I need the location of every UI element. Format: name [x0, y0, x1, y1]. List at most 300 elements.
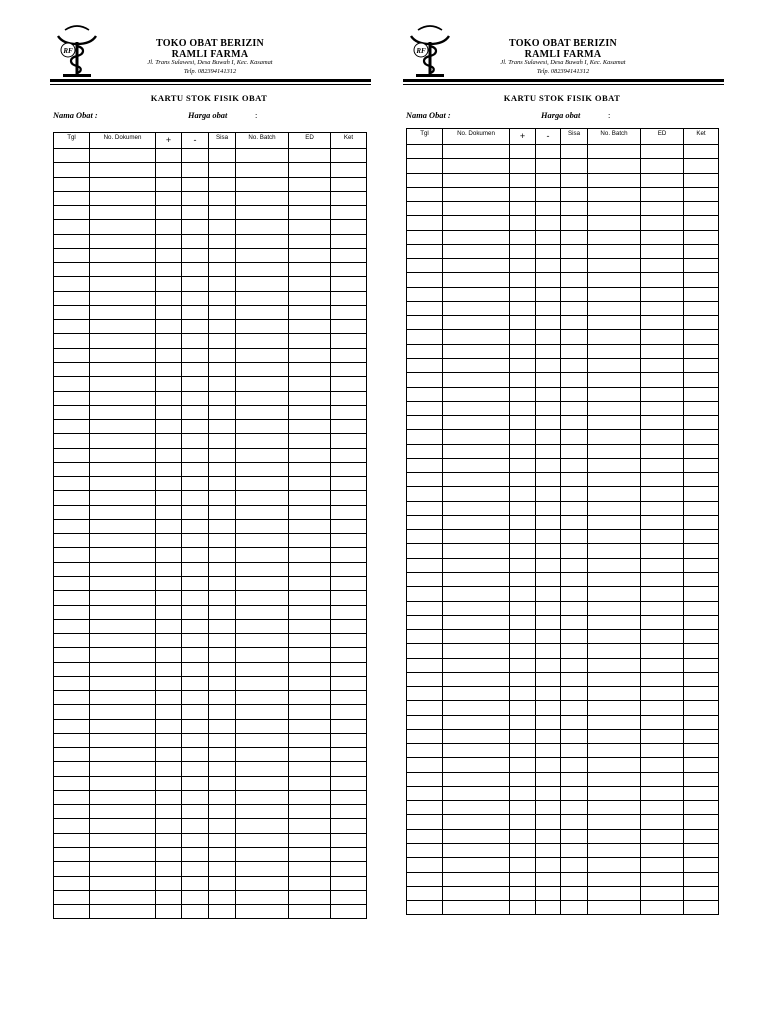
table-cell[interactable] [209, 819, 236, 833]
table-cell[interactable] [684, 772, 719, 786]
table-cell[interactable] [236, 291, 289, 305]
table-cell[interactable] [684, 358, 719, 372]
table-cell[interactable] [407, 187, 443, 201]
table-cell[interactable] [536, 601, 561, 615]
table-cell[interactable] [209, 733, 236, 747]
table-cell[interactable] [289, 177, 331, 191]
table-cell[interactable] [90, 648, 156, 662]
table-cell[interactable] [90, 191, 156, 205]
table-cell[interactable] [588, 159, 641, 173]
table-cell[interactable] [641, 687, 684, 701]
table-cell[interactable] [561, 601, 588, 615]
table-cell[interactable] [561, 829, 588, 843]
table-cell[interactable] [536, 558, 561, 572]
table-cell[interactable] [182, 890, 209, 904]
table-cell[interactable] [588, 430, 641, 444]
table-cell[interactable] [54, 691, 90, 705]
table-cell[interactable] [236, 648, 289, 662]
table-cell[interactable] [510, 145, 536, 159]
table-cell[interactable] [407, 259, 443, 273]
table-cell[interactable] [54, 348, 90, 362]
table-cell[interactable] [536, 829, 561, 843]
table-cell[interactable] [407, 301, 443, 315]
table-cell[interactable] [156, 534, 182, 548]
table-cell[interactable] [443, 801, 510, 815]
table-cell[interactable] [289, 833, 331, 847]
table-cell[interactable] [510, 159, 536, 173]
table-cell[interactable] [90, 491, 156, 505]
table-cell[interactable] [536, 244, 561, 258]
table-cell[interactable] [156, 191, 182, 205]
table-cell[interactable] [54, 562, 90, 576]
table-cell[interactable] [54, 177, 90, 191]
table-cell[interactable] [588, 287, 641, 301]
table-cell[interactable] [90, 691, 156, 705]
table-cell[interactable] [209, 477, 236, 491]
table-cell[interactable] [289, 905, 331, 919]
table-cell[interactable] [588, 886, 641, 900]
table-cell[interactable] [331, 762, 367, 776]
table-cell[interactable] [536, 301, 561, 315]
table-cell[interactable] [182, 705, 209, 719]
table-cell[interactable] [510, 630, 536, 644]
table-cell[interactable] [443, 601, 510, 615]
table-cell[interactable] [443, 572, 510, 586]
table-cell[interactable] [236, 149, 289, 163]
table-cell[interactable] [588, 901, 641, 915]
table-cell[interactable] [209, 905, 236, 919]
table-cell[interactable] [684, 858, 719, 872]
table-cell[interactable] [588, 344, 641, 358]
table-cell[interactable] [236, 491, 289, 505]
table-cell[interactable] [443, 530, 510, 544]
table-cell[interactable] [236, 519, 289, 533]
table-cell[interactable] [561, 901, 588, 915]
table-cell[interactable] [156, 248, 182, 262]
table-cell[interactable] [156, 405, 182, 419]
table-cell[interactable] [443, 630, 510, 644]
table-cell[interactable] [536, 259, 561, 273]
table-cell[interactable] [209, 405, 236, 419]
table-cell[interactable] [407, 886, 443, 900]
table-cell[interactable] [236, 905, 289, 919]
table-cell[interactable] [236, 805, 289, 819]
table-cell[interactable] [331, 605, 367, 619]
table-cell[interactable] [331, 206, 367, 220]
table-cell[interactable] [407, 772, 443, 786]
table-cell[interactable] [510, 373, 536, 387]
table-cell[interactable] [209, 848, 236, 862]
table-cell[interactable] [536, 801, 561, 815]
table-cell[interactable] [54, 833, 90, 847]
table-cell[interactable] [684, 202, 719, 216]
table-cell[interactable] [236, 177, 289, 191]
table-cell[interactable] [510, 401, 536, 415]
table-cell[interactable] [236, 234, 289, 248]
table-cell[interactable] [182, 448, 209, 462]
table-cell[interactable] [536, 758, 561, 772]
table-cell[interactable] [209, 676, 236, 690]
table-cell[interactable] [182, 519, 209, 533]
table-cell[interactable] [561, 858, 588, 872]
table-cell[interactable] [588, 801, 641, 815]
table-cell[interactable] [236, 248, 289, 262]
table-cell[interactable] [156, 334, 182, 348]
table-cell[interactable] [641, 344, 684, 358]
table-cell[interactable] [641, 587, 684, 601]
table-cell[interactable] [641, 701, 684, 715]
table-cell[interactable] [684, 501, 719, 515]
table-cell[interactable] [684, 601, 719, 615]
table-cell[interactable] [443, 715, 510, 729]
table-cell[interactable] [182, 177, 209, 191]
table-cell[interactable] [561, 230, 588, 244]
table-cell[interactable] [90, 405, 156, 419]
table-cell[interactable] [588, 772, 641, 786]
table-cell[interactable] [684, 287, 719, 301]
table-cell[interactable] [510, 416, 536, 430]
table-cell[interactable] [289, 890, 331, 904]
table-cell[interactable] [641, 515, 684, 529]
table-cell[interactable] [588, 858, 641, 872]
table-cell[interactable] [289, 591, 331, 605]
table-cell[interactable] [289, 434, 331, 448]
table-cell[interactable] [443, 145, 510, 159]
table-cell[interactable] [289, 776, 331, 790]
table-cell[interactable] [561, 644, 588, 658]
table-cell[interactable] [588, 515, 641, 529]
table-cell[interactable] [331, 234, 367, 248]
table-cell[interactable] [684, 630, 719, 644]
table-cell[interactable] [331, 890, 367, 904]
table-cell[interactable] [536, 587, 561, 601]
table-cell[interactable] [236, 434, 289, 448]
table-cell[interactable] [536, 387, 561, 401]
table-cell[interactable] [209, 691, 236, 705]
table-cell[interactable] [443, 301, 510, 315]
table-cell[interactable] [331, 348, 367, 362]
table-cell[interactable] [209, 548, 236, 562]
table-cell[interactable] [510, 558, 536, 572]
table-cell[interactable] [289, 719, 331, 733]
table-cell[interactable] [236, 762, 289, 776]
table-cell[interactable] [90, 833, 156, 847]
table-cell[interactable] [588, 145, 641, 159]
table-cell[interactable] [641, 544, 684, 558]
table-cell[interactable] [289, 648, 331, 662]
table-cell[interactable] [54, 576, 90, 590]
table-cell[interactable] [561, 801, 588, 815]
table-cell[interactable] [588, 844, 641, 858]
table-cell[interactable] [641, 330, 684, 344]
table-cell[interactable] [588, 530, 641, 544]
table-cell[interactable] [54, 405, 90, 419]
table-cell[interactable] [209, 462, 236, 476]
table-cell[interactable] [156, 833, 182, 847]
table-cell[interactable] [407, 658, 443, 672]
table-cell[interactable] [289, 762, 331, 776]
table-cell[interactable] [54, 605, 90, 619]
table-cell[interactable] [641, 786, 684, 800]
table-cell[interactable] [182, 591, 209, 605]
table-cell[interactable] [209, 591, 236, 605]
table-cell[interactable] [182, 291, 209, 305]
table-cell[interactable] [407, 801, 443, 815]
table-cell[interactable] [684, 259, 719, 273]
table-cell[interactable] [443, 387, 510, 401]
table-cell[interactable] [684, 729, 719, 743]
table-cell[interactable] [588, 316, 641, 330]
table-cell[interactable] [536, 544, 561, 558]
table-cell[interactable] [90, 862, 156, 876]
table-cell[interactable] [588, 572, 641, 586]
table-cell[interactable] [641, 387, 684, 401]
table-cell[interactable] [536, 772, 561, 786]
table-cell[interactable] [684, 387, 719, 401]
table-cell[interactable] [331, 320, 367, 334]
table-cell[interactable] [289, 377, 331, 391]
table-cell[interactable] [331, 420, 367, 434]
table-cell[interactable] [536, 786, 561, 800]
table-cell[interactable] [54, 391, 90, 405]
table-cell[interactable] [588, 630, 641, 644]
table-cell[interactable] [407, 287, 443, 301]
table-cell[interactable] [209, 648, 236, 662]
table-cell[interactable] [561, 416, 588, 430]
table-cell[interactable] [289, 662, 331, 676]
table-cell[interactable] [331, 391, 367, 405]
table-cell[interactable] [641, 430, 684, 444]
table-cell[interactable] [182, 648, 209, 662]
table-cell[interactable] [443, 672, 510, 686]
table-cell[interactable] [54, 619, 90, 633]
table-cell[interactable] [182, 605, 209, 619]
table-cell[interactable] [54, 890, 90, 904]
table-cell[interactable] [561, 301, 588, 315]
table-cell[interactable] [331, 862, 367, 876]
table-cell[interactable] [236, 263, 289, 277]
table-cell[interactable] [156, 648, 182, 662]
table-cell[interactable] [536, 530, 561, 544]
table-cell[interactable] [182, 776, 209, 790]
table-cell[interactable] [54, 805, 90, 819]
table-cell[interactable] [641, 202, 684, 216]
table-cell[interactable] [90, 462, 156, 476]
table-cell[interactable] [54, 149, 90, 163]
table-cell[interactable] [588, 187, 641, 201]
table-cell[interactable] [182, 733, 209, 747]
table-cell[interactable] [561, 430, 588, 444]
table-cell[interactable] [588, 202, 641, 216]
table-cell[interactable] [407, 844, 443, 858]
table-cell[interactable] [510, 344, 536, 358]
table-cell[interactable] [684, 572, 719, 586]
table-cell[interactable] [407, 630, 443, 644]
table-cell[interactable] [561, 786, 588, 800]
table-cell[interactable] [54, 634, 90, 648]
table-cell[interactable] [182, 234, 209, 248]
table-cell[interactable] [289, 348, 331, 362]
table-cell[interactable] [156, 619, 182, 633]
table-cell[interactable] [236, 819, 289, 833]
table-cell[interactable] [561, 330, 588, 344]
table-cell[interactable] [156, 548, 182, 562]
table-cell[interactable] [443, 501, 510, 515]
table-cell[interactable] [156, 562, 182, 576]
table-cell[interactable] [684, 444, 719, 458]
table-cell[interactable] [54, 790, 90, 804]
table-cell[interactable] [588, 715, 641, 729]
table-cell[interactable] [407, 387, 443, 401]
table-cell[interactable] [510, 572, 536, 586]
table-cell[interactable] [510, 829, 536, 843]
table-cell[interactable] [536, 316, 561, 330]
table-cell[interactable] [236, 405, 289, 419]
table-cell[interactable] [510, 701, 536, 715]
table-cell[interactable] [331, 819, 367, 833]
table-cell[interactable] [510, 330, 536, 344]
table-cell[interactable] [90, 534, 156, 548]
table-cell[interactable] [331, 905, 367, 919]
table-cell[interactable] [289, 805, 331, 819]
table-cell[interactable] [684, 872, 719, 886]
table-cell[interactable] [407, 173, 443, 187]
table-cell[interactable] [156, 605, 182, 619]
table-cell[interactable] [289, 462, 331, 476]
table-cell[interactable] [443, 244, 510, 258]
table-cell[interactable] [684, 786, 719, 800]
table-cell[interactable] [182, 619, 209, 633]
table-cell[interactable] [331, 334, 367, 348]
table-cell[interactable] [331, 776, 367, 790]
table-cell[interactable] [331, 848, 367, 862]
table-cell[interactable] [443, 687, 510, 701]
table-cell[interactable] [331, 505, 367, 519]
table-cell[interactable] [289, 220, 331, 234]
table-cell[interactable] [236, 719, 289, 733]
table-cell[interactable] [182, 719, 209, 733]
table-cell[interactable] [209, 862, 236, 876]
table-cell[interactable] [289, 149, 331, 163]
table-cell[interactable] [90, 619, 156, 633]
table-cell[interactable] [209, 277, 236, 291]
table-cell[interactable] [510, 615, 536, 629]
table-cell[interactable] [510, 473, 536, 487]
table-cell[interactable] [236, 377, 289, 391]
table-cell[interactable] [536, 330, 561, 344]
table-cell[interactable] [209, 790, 236, 804]
table-cell[interactable] [407, 786, 443, 800]
table-cell[interactable] [156, 676, 182, 690]
table-cell[interactable] [561, 273, 588, 287]
table-cell[interactable] [236, 705, 289, 719]
table-cell[interactable] [510, 729, 536, 743]
table-cell[interactable] [182, 362, 209, 376]
table-cell[interactable] [684, 145, 719, 159]
table-cell[interactable] [407, 330, 443, 344]
table-cell[interactable] [536, 173, 561, 187]
table-cell[interactable] [684, 216, 719, 230]
table-cell[interactable] [407, 829, 443, 843]
table-cell[interactable] [156, 305, 182, 319]
table-cell[interactable] [407, 715, 443, 729]
table-cell[interactable] [536, 644, 561, 658]
table-cell[interactable] [90, 890, 156, 904]
table-cell[interactable] [407, 344, 443, 358]
table-cell[interactable] [331, 591, 367, 605]
table-cell[interactable] [236, 619, 289, 633]
table-cell[interactable] [54, 591, 90, 605]
table-cell[interactable] [641, 772, 684, 786]
table-cell[interactable] [54, 448, 90, 462]
table-cell[interactable] [289, 263, 331, 277]
table-cell[interactable] [561, 758, 588, 772]
table-cell[interactable] [684, 829, 719, 843]
table-cell[interactable] [90, 163, 156, 177]
table-cell[interactable] [236, 477, 289, 491]
table-cell[interactable] [156, 348, 182, 362]
table-cell[interactable] [561, 615, 588, 629]
table-cell[interactable] [684, 487, 719, 501]
table-cell[interactable] [54, 220, 90, 234]
table-cell[interactable] [209, 576, 236, 590]
table-cell[interactable] [289, 534, 331, 548]
table-cell[interactable] [331, 462, 367, 476]
table-cell[interactable] [684, 173, 719, 187]
table-cell[interactable] [331, 163, 367, 177]
table-cell[interactable] [182, 334, 209, 348]
table-cell[interactable] [407, 444, 443, 458]
table-cell[interactable] [561, 145, 588, 159]
table-cell[interactable] [156, 705, 182, 719]
table-cell[interactable] [561, 487, 588, 501]
table-cell[interactable] [684, 701, 719, 715]
table-cell[interactable] [90, 605, 156, 619]
table-cell[interactable] [641, 244, 684, 258]
table-cell[interactable] [561, 316, 588, 330]
table-cell[interactable] [561, 202, 588, 216]
table-cell[interactable] [443, 886, 510, 900]
table-cell[interactable] [54, 362, 90, 376]
table-cell[interactable] [54, 191, 90, 205]
table-cell[interactable] [684, 901, 719, 915]
table-cell[interactable] [54, 519, 90, 533]
table-cell[interactable] [641, 273, 684, 287]
table-cell[interactable] [561, 744, 588, 758]
table-cell[interactable] [641, 530, 684, 544]
table-cell[interactable] [236, 634, 289, 648]
table-cell[interactable] [54, 705, 90, 719]
table-cell[interactable] [588, 758, 641, 772]
table-cell[interactable] [641, 187, 684, 201]
table-cell[interactable] [90, 762, 156, 776]
table-cell[interactable] [236, 748, 289, 762]
table-cell[interactable] [182, 905, 209, 919]
table-cell[interactable] [407, 687, 443, 701]
table-cell[interactable] [289, 305, 331, 319]
table-cell[interactable] [182, 862, 209, 876]
table-cell[interactable] [90, 576, 156, 590]
table-cell[interactable] [90, 848, 156, 862]
table-cell[interactable] [90, 362, 156, 376]
table-cell[interactable] [407, 273, 443, 287]
table-cell[interactable] [443, 487, 510, 501]
table-cell[interactable] [641, 259, 684, 273]
table-cell[interactable] [510, 259, 536, 273]
table-cell[interactable] [209, 491, 236, 505]
table-cell[interactable] [510, 430, 536, 444]
table-cell[interactable] [182, 305, 209, 319]
